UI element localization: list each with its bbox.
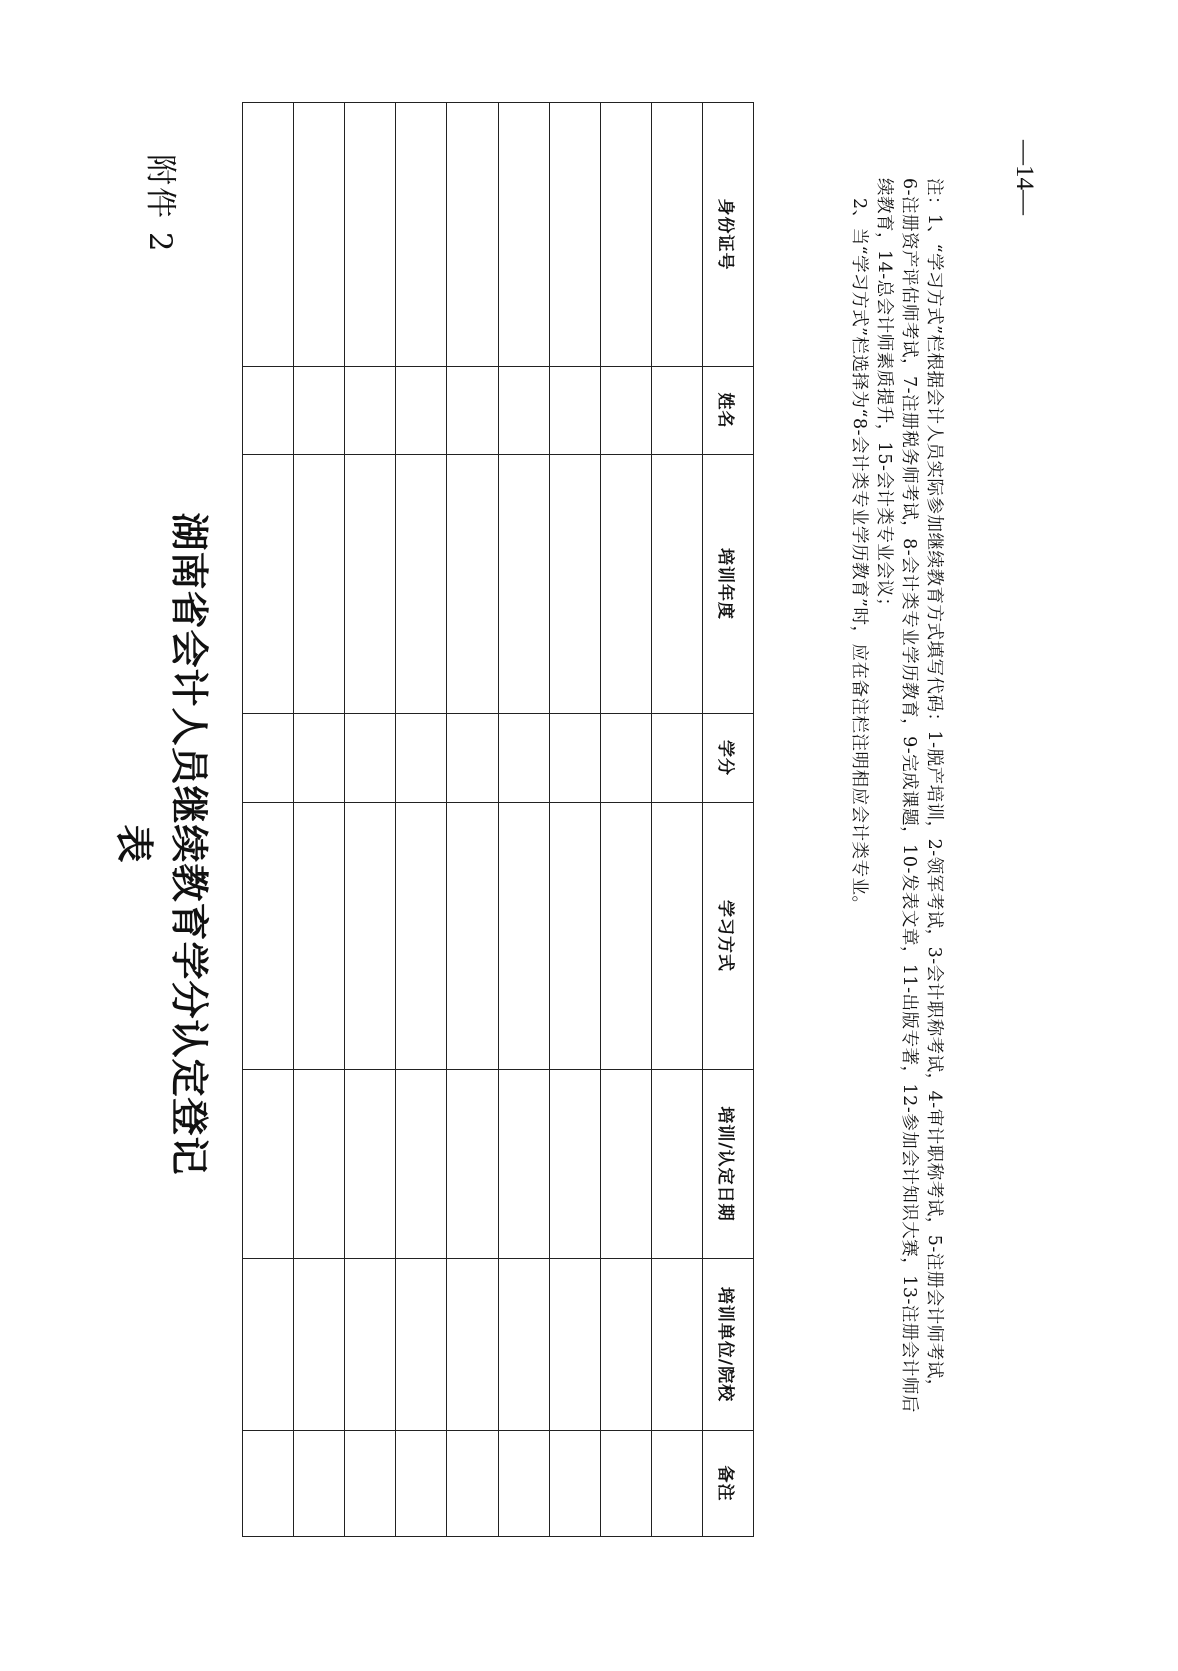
table-cell[interactable] <box>396 367 447 455</box>
table-cell[interactable] <box>600 1259 651 1431</box>
table-cell[interactable] <box>243 1259 294 1431</box>
table-cell[interactable] <box>651 367 702 455</box>
table-cell[interactable] <box>447 714 498 803</box>
table-cell[interactable] <box>498 803 549 1070</box>
table-cell[interactable] <box>498 1259 549 1431</box>
table-cell[interactable] <box>294 1070 345 1259</box>
note-line: 6-注册资产评估师考试，7-注册税务师考试，8-会计类专业学历教育，9-完成课题，10-发表文章，11-出版专著，12-参加会计知识大赛，13-注册会计师后 <box>899 178 919 1413</box>
table-row <box>345 103 396 1537</box>
table-cell[interactable] <box>243 455 294 714</box>
table-cell[interactable] <box>651 803 702 1070</box>
table-cell[interactable] <box>549 103 600 367</box>
table-cell[interactable] <box>498 455 549 714</box>
table-cell[interactable] <box>549 455 600 714</box>
table-cell[interactable] <box>549 1070 600 1259</box>
table-cell[interactable] <box>600 367 651 455</box>
table-row <box>651 103 702 1537</box>
table-cell[interactable] <box>498 714 549 803</box>
table-cell[interactable] <box>447 367 498 455</box>
table-cell[interactable] <box>345 714 396 803</box>
table-cell[interactable] <box>549 1259 600 1431</box>
table-cell[interactable] <box>243 103 294 367</box>
table-cell[interactable] <box>243 1070 294 1259</box>
credit-record-table <box>242 102 754 1537</box>
table-cell[interactable] <box>243 714 294 803</box>
table-cell[interactable] <box>294 455 345 714</box>
table-cell[interactable] <box>600 714 651 803</box>
table-cell[interactable] <box>651 1070 702 1259</box>
page-number: —14— <box>1011 140 1038 215</box>
table-cell[interactable] <box>294 803 345 1070</box>
table-row <box>600 103 651 1537</box>
table-cell[interactable] <box>294 1259 345 1431</box>
column-header-credits: 学分 <box>703 714 754 803</box>
table-cell[interactable] <box>447 103 498 367</box>
table-cell[interactable] <box>498 103 549 367</box>
table-cell[interactable] <box>345 103 396 367</box>
table-cell[interactable] <box>294 103 345 367</box>
column-header-id-number: 身份证号 <box>703 103 754 367</box>
table-cell[interactable] <box>243 1431 294 1537</box>
table-row <box>294 103 345 1537</box>
table-cell[interactable] <box>600 1070 651 1259</box>
table-cell[interactable] <box>549 803 600 1070</box>
table-cell[interactable] <box>345 1259 396 1431</box>
column-header-training-date: 培训/认定日期 <box>703 1070 754 1259</box>
table-cell[interactable] <box>549 1431 600 1537</box>
table-cell[interactable] <box>345 1070 396 1259</box>
table-cell[interactable] <box>600 103 651 367</box>
attachment-label: 附件 2 <box>142 154 178 254</box>
table-cell[interactable] <box>243 803 294 1070</box>
table-cell[interactable] <box>498 1431 549 1537</box>
table-row <box>447 103 498 1537</box>
table-body <box>243 103 703 1537</box>
table-cell[interactable] <box>396 103 447 367</box>
table-cell[interactable] <box>600 1431 651 1537</box>
table-cell[interactable] <box>447 1431 498 1537</box>
table-cell[interactable] <box>396 714 447 803</box>
column-header-training-institution: 培训单位/院校 <box>703 1259 754 1431</box>
table-cell[interactable] <box>498 367 549 455</box>
table-cell[interactable] <box>600 803 651 1070</box>
table-cell[interactable] <box>396 803 447 1070</box>
note-line: 续教育，14-总会计师素质提升，15-会计类专业会议； <box>874 178 894 616</box>
table-cell[interactable] <box>651 1431 702 1537</box>
table-row <box>243 103 294 1537</box>
notes-section <box>846 178 946 1548</box>
table-header-row <box>703 103 754 1537</box>
table-cell[interactable] <box>294 367 345 455</box>
column-header-name: 姓名 <box>703 367 754 455</box>
table-cell[interactable] <box>396 1259 447 1431</box>
table-cell[interactable] <box>345 1431 396 1537</box>
column-header-remarks: 备注 <box>703 1431 754 1537</box>
table-cell[interactable] <box>651 1259 702 1431</box>
table-cell[interactable] <box>651 103 702 367</box>
column-header-study-method: 学习方式 <box>703 803 754 1070</box>
table-cell[interactable] <box>600 455 651 714</box>
table-cell[interactable] <box>396 455 447 714</box>
table-row <box>549 103 600 1537</box>
table-cell[interactable] <box>651 455 702 714</box>
table-cell[interactable] <box>396 1431 447 1537</box>
table-row <box>498 103 549 1537</box>
table-cell[interactable] <box>498 1070 549 1259</box>
note-line: 2、当“学习方式”栏选择为“8-会计类专业学历教育”时，应在备注栏注明相应会计类专业。 <box>849 198 869 914</box>
table-cell[interactable] <box>549 367 600 455</box>
table-cell[interactable] <box>345 367 396 455</box>
form-title: 湖南省会计人员继续教育学分认定登记表 <box>112 512 212 1176</box>
table-cell[interactable] <box>447 455 498 714</box>
table-cell[interactable] <box>345 455 396 714</box>
table-cell[interactable] <box>651 714 702 803</box>
note-line: 注：1、“学习方式”栏根据会计人员实际参加继续教育方式填写代码：1-脱产培训，2-领军考试，3-会计职称考试，4-审计职称考试，5-注册会计师考试， <box>924 178 944 1397</box>
table-cell[interactable] <box>447 803 498 1070</box>
column-header-training-year: 培训年度 <box>703 455 754 714</box>
table-cell[interactable] <box>549 714 600 803</box>
table-cell[interactable] <box>447 1259 498 1431</box>
table-cell[interactable] <box>294 1431 345 1537</box>
table-cell[interactable] <box>396 1070 447 1259</box>
table-row <box>396 103 447 1537</box>
table-cell[interactable] <box>243 367 294 455</box>
table-cell[interactable] <box>345 803 396 1070</box>
table-cell[interactable] <box>294 714 345 803</box>
table-cell[interactable] <box>447 1070 498 1259</box>
